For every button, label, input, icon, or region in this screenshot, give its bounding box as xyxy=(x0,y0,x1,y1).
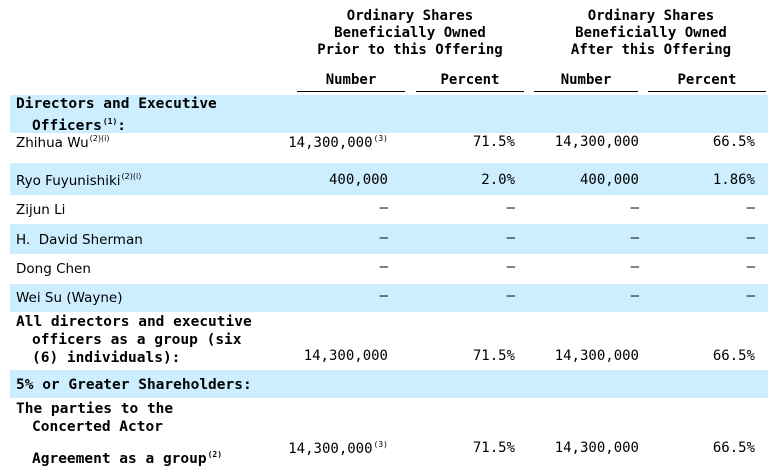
row-number-after: 400,000 xyxy=(579,172,639,188)
header-prior-offering xyxy=(296,8,524,59)
row-percent-prior: — xyxy=(506,288,515,304)
row-number-after: — xyxy=(630,259,639,275)
concerted-label-line-2: Concerted Actor xyxy=(32,419,163,435)
row-band-shaded xyxy=(10,284,768,312)
all-directors-label-line-2: officers as a group (six xyxy=(32,332,242,348)
concerted-number-prior: 14,300,000$^{(3)}$ xyxy=(288,440,388,457)
section-directors-label-line-1: Directors and Executive xyxy=(16,96,217,112)
row-name-david-sherman: H. David Sherman xyxy=(16,232,143,248)
row-number-footnote: (3) xyxy=(373,134,388,143)
row-number-after: 14,300,000 xyxy=(554,134,639,150)
header-after-line-2: Beneficially Owned xyxy=(575,25,727,41)
section-directors-footnote: (1) xyxy=(102,117,118,126)
all-directors-percent-after: 66.5% xyxy=(712,348,755,364)
row-number-after: — xyxy=(630,288,639,304)
row-number-prior: — xyxy=(379,200,388,216)
concerted-percent-after: 66.5% xyxy=(712,440,755,456)
row-number-after: — xyxy=(630,200,639,216)
header-after-line-1: Ordinary Shares xyxy=(587,8,715,24)
row-number-prior: 400,000 xyxy=(328,172,388,188)
row-number-after: — xyxy=(630,230,639,246)
header-prior-line-2: Beneficially Owned xyxy=(334,25,486,41)
col-header-number-prior: Number xyxy=(297,72,405,92)
row-name-ryo-fuyunishiki: Ryo Fuyunishiki$^{(2)(i)}$ xyxy=(16,172,142,189)
row-footnote: (2)(i) xyxy=(89,134,110,143)
all-directors-label xyxy=(16,313,252,367)
all-directors-number-prior: 14,300,000 xyxy=(303,348,388,364)
row-name-dong-chen: Dong Chen xyxy=(16,261,91,277)
row-name-zhihua-wu: Zhihua $Wu^{(2)(i)}$ xyxy=(16,134,110,151)
row-percent-prior: — xyxy=(506,230,515,246)
row-percent-after: 66.5% xyxy=(712,134,755,150)
row-number-prior: 14,300,000$^{(3)}$ xyxy=(288,134,388,151)
concerted-label xyxy=(16,400,222,468)
section-directors-label-line-2: Officers xyxy=(32,118,102,134)
row-percent-after: — xyxy=(746,230,755,246)
col-header-percent-prior: Percent xyxy=(416,72,524,92)
header-after-line-3: After this Offering xyxy=(570,42,732,58)
row-percent-prior: 71.5% xyxy=(472,134,515,150)
row-footnote: (2)(i) xyxy=(121,172,142,181)
concerted-number-after: 14,300,000 xyxy=(554,440,639,456)
row-name-wei-su: Wei Su (Wayne) xyxy=(16,290,123,306)
all-directors-percent-prior: 71.5% xyxy=(472,348,515,364)
section-shareholders-label: 5% or Greater Shareholders: xyxy=(16,377,252,393)
concerted-number-footnote: (3) xyxy=(373,440,388,449)
row-percent-prior: — xyxy=(506,259,515,275)
header-after-offering xyxy=(534,8,768,59)
row-percent-prior: 2.0% xyxy=(481,172,515,188)
concerted-percent-prior: 71.5% xyxy=(472,440,515,456)
row-percent-after: — xyxy=(746,200,755,216)
col-header-number-after: Number xyxy=(534,72,638,92)
concerted-label-line-3: Agreement as a group$^{(2)}$ xyxy=(32,450,223,467)
concerted-label-line-1: The parties to the xyxy=(16,401,174,417)
row-number-prior: — xyxy=(379,288,388,304)
all-directors-number-after: 14,300,000 xyxy=(554,348,639,364)
header-prior-line-1: Ordinary Shares xyxy=(346,8,474,24)
row-percent-after: 1.86% xyxy=(712,172,755,188)
row-number-prior: — xyxy=(379,230,388,246)
header-prior-line-3: Prior to this Offering xyxy=(317,42,503,58)
row-percent-after: — xyxy=(746,259,755,275)
col-header-percent-after: Percent xyxy=(648,72,766,92)
all-directors-label-line-3: (6) individuals): xyxy=(32,350,181,366)
section-directors-label: Directors and Executive Officers$^{(1)}$: xyxy=(16,96,217,134)
row-name-zijun-li: Zijun Li xyxy=(16,202,66,218)
concerted-footnote: (2) xyxy=(207,450,223,459)
row-percent-prior: — xyxy=(506,200,515,216)
row-number-prior: — xyxy=(379,259,388,275)
row-percent-after: — xyxy=(746,288,755,304)
all-directors-label-line-1: All directors and executive xyxy=(16,314,252,330)
